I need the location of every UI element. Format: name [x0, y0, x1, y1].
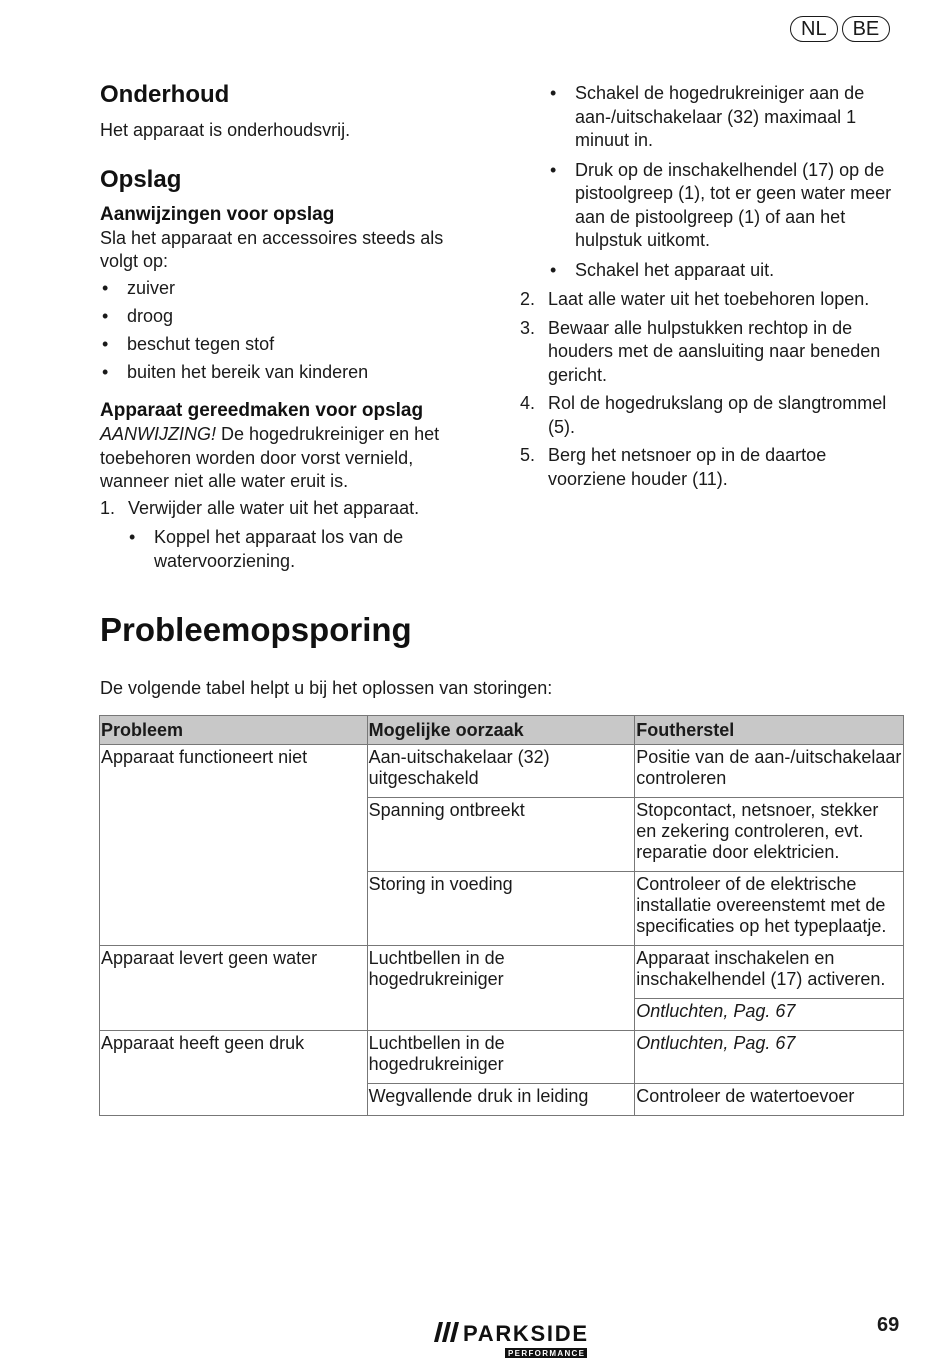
- list-item: [520, 444, 905, 491]
- step-text: Bewaar alle hulpstukken rechtop in de houders met de aansluiting naar beneden gericht.: [548, 317, 881, 385]
- fix-cell: Positie van de aan-/uitschakelaar controleren: [635, 745, 904, 798]
- language-badges: [790, 16, 890, 42]
- table-header-row: [100, 716, 904, 745]
- list-item: • buiten het bereik van kinderen: [100, 361, 470, 385]
- onderhoud-text: Het apparaat is onderhoudsvrij.: [100, 120, 351, 140]
- fix-cell: Controleer of de elektrische installatie overeenstemt met de specificaties op het typeplaatje.: [635, 872, 904, 946]
- numbered-steps: [520, 288, 905, 491]
- step-number: 5.: [520, 445, 536, 465]
- step-text: Rol de hogedrukslang op de slangtrommel (5).: [548, 393, 887, 437]
- cause-cell: Luchtbellen in de hogedrukreiniger: [367, 946, 635, 1031]
- table-row: [100, 745, 904, 798]
- logo-slashes-icon: [434, 1322, 459, 1342]
- lang-badge-be: BE: [842, 16, 891, 42]
- list-item: • Schakel het apparaat uit.: [548, 259, 905, 283]
- sub-bullet-list: [520, 82, 905, 282]
- step-number: 2.: [520, 289, 536, 309]
- cause-cell: Spanning ontbreekt: [367, 798, 635, 872]
- step-number: 4.: [520, 393, 536, 413]
- problem-cell: Apparaat heeft geen druk: [100, 1031, 368, 1116]
- cause-cell: Storing in voeding: [367, 872, 635, 946]
- storage-bullet-list: [100, 277, 470, 385]
- aanwijzingen-text: Sla het apparaat en accessoires steeds als volgt op:: [100, 227, 444, 271]
- list-item: [520, 288, 905, 312]
- step-text: Laat alle water uit het toebehoren lopen.: [548, 289, 870, 309]
- fix-cell: Stopcontact, netsnoer, stekker en zekering controleren, evt. reparatie door elektricien.: [635, 798, 904, 872]
- note-text: De hogedrukreiniger en het toebehoren worden door vorst vernield, wanneer niet alle water eruit is.: [100, 424, 440, 491]
- column-header: Probleem: [100, 716, 368, 745]
- note-label: AANWIJZING!: [100, 424, 216, 444]
- step-text: Berg het netsnoer op in de daartoe voorziene houder (11).: [548, 445, 827, 489]
- table-row: [100, 1031, 904, 1084]
- list-item: [520, 317, 905, 388]
- troubleshooting-heading: Probleemopsporing: [100, 611, 412, 648]
- lang-badge-nl: NL: [790, 16, 838, 42]
- step-1: [100, 497, 470, 521]
- logo-brand-text: PARKSIDE: [463, 1321, 587, 1346]
- step-number: 1.: [100, 497, 116, 518]
- fix-cell: Apparaat inschakelen en inschakelhendel (17) activeren.: [635, 946, 904, 999]
- note-paragraph: [100, 423, 470, 494]
- fix-cell: Controleer de watertoevoer: [635, 1084, 904, 1116]
- column-header: Foutherstel: [635, 716, 904, 745]
- gereedmaken-heading: Apparaat gereedmaken voor opslag: [100, 400, 424, 421]
- parkside-logo: [430, 1318, 590, 1360]
- fix-cell-link: Ontluchten, Pag. 67: [635, 1031, 904, 1084]
- step-number: 3.: [520, 317, 536, 338]
- cause-cell: Luchtbellen in de hogedrukreiniger: [367, 1031, 635, 1084]
- list-item: • zuiver: [100, 277, 470, 301]
- aanwijzingen-heading: Aanwijzingen voor opslag: [100, 203, 335, 225]
- right-column: [520, 82, 905, 491]
- list-item: • Schakel de hogedrukreiniger aan de aan-/uitschakelaar (32) maximaal 1 minuut in.: [548, 82, 905, 153]
- opslag-heading: Opslag: [100, 165, 182, 193]
- list-item: • Druk op de inschakelhendel (17) op de pistoolgreep (1), tot er geen water meer aan de pistoolgreep (1) of aan het hulpstuk uitkomt.: [548, 159, 905, 253]
- cause-cell: Aan-uitschakelaar (32) uitgeschakeld: [367, 745, 635, 798]
- troubleshooting-intro: De volgende tabel helpt u bij het oplossen van storingen:: [100, 678, 553, 698]
- fix-cell-link: Ontluchten, Pag. 67: [635, 999, 904, 1031]
- step-text: Verwijder alle water uit het apparaat.: [128, 497, 420, 518]
- problem-cell: Apparaat functioneert niet: [100, 745, 368, 946]
- list-item: • droog: [100, 305, 470, 329]
- left-column: [100, 80, 470, 573]
- problem-cell: Apparaat levert geen water: [100, 946, 368, 1031]
- troubleshooting-table: [99, 715, 904, 1116]
- onderhoud-heading: Onderhoud: [100, 81, 230, 108]
- list-item: • beschut tegen stof: [100, 333, 470, 357]
- list-item: [520, 392, 905, 439]
- cause-cell: Wegvallende druk in leiding: [367, 1084, 635, 1116]
- column-header: Mogelijke oorzaak: [367, 716, 635, 745]
- table-row: [100, 946, 904, 999]
- page-number: 69: [877, 1314, 900, 1336]
- step-1-sub-bullet: • Koppel het apparaat los van de watervoorziening.: [127, 526, 470, 573]
- logo-sub-text: PERFORMANCE: [508, 1349, 584, 1358]
